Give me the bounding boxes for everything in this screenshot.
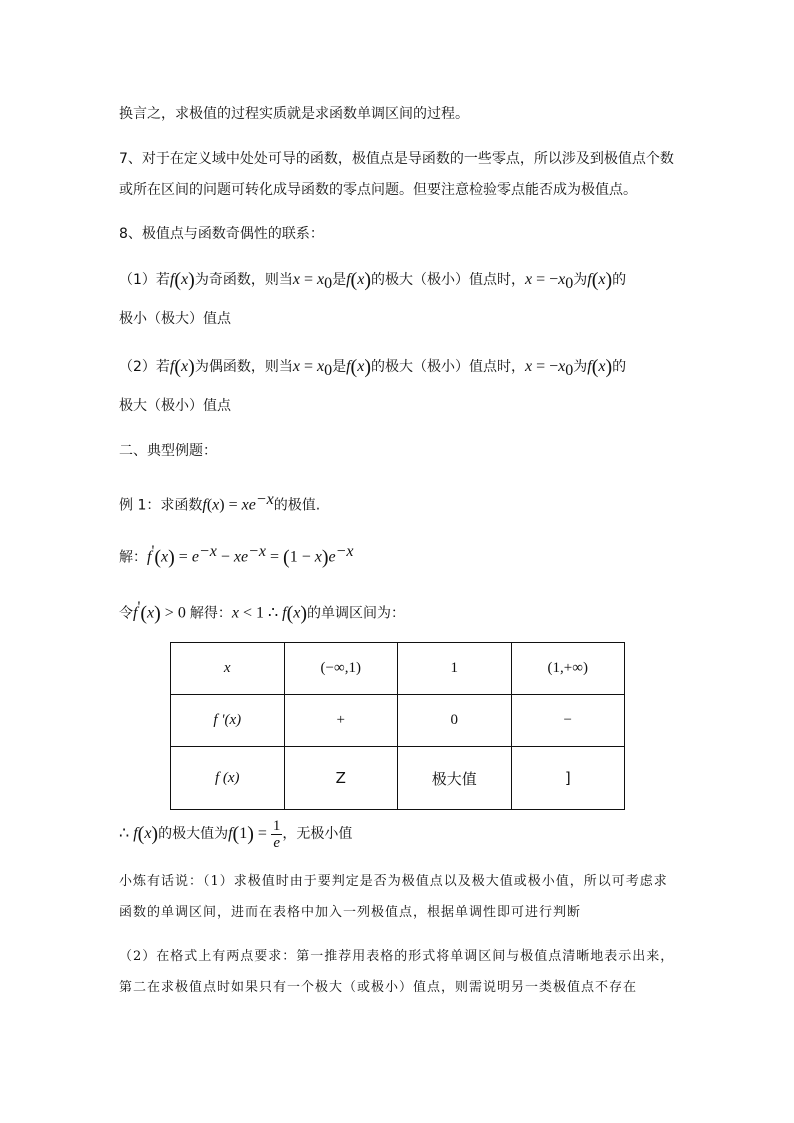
case-2-mid3: 的极大（极小）值点时，: [370, 359, 525, 375]
case-2-line-2: 极大（极小）值点: [119, 398, 231, 414]
note-2-line-2: 第二在求极值点时如果只有一个极大（或极小）值点，则需说明另一类极值点不存在: [119, 980, 638, 995]
case-1-mid4: 为: [573, 272, 588, 288]
conclusion-line: ∴ f(x)的极大值为f(1) = $\frac{1}{e}$ ，无极小值: [119, 817, 353, 851]
paragraph-1: 换言之，求极值的过程实质就是求函数单调区间的过程。: [119, 106, 469, 122]
table-cell: x: [171, 643, 285, 695]
example-1-pre: 例 1：求函数: [119, 497, 203, 514]
table-row: [171, 643, 625, 695]
solution-pre: 解：: [119, 549, 147, 566]
table-cell: +: [284, 695, 398, 747]
conclusion-post: ，无极小值: [282, 826, 353, 842]
case-2-post: 的: [612, 359, 627, 375]
table-cell: 1: [398, 643, 512, 695]
table-cell: (−∞,1): [284, 643, 398, 695]
example-1-post: 的极值.: [273, 497, 321, 514]
monotonic-line: 令f'(x) > 0 解得：x < 1 ∴ f(x)的单调区间为：: [119, 599, 406, 625]
case-2-pre: （2）若: [119, 359, 170, 375]
ling-pre: 令: [119, 605, 133, 622]
section-2-heading: 二、典型例题：: [119, 443, 217, 459]
case-1-line-1: （1）若f(x)为奇函数，则当$x = x_0$是f(x)的极大（极小）值点时，$x = -x_0$为f(x)的: [119, 269, 627, 292]
paragraph-7-line-1: 7、对于在定义域中处处可导的函数，极值点是导函数的一些零点，所以涉及到极值点个数: [119, 151, 674, 167]
table-cell: Z: [284, 747, 398, 810]
case-1-mid3: 的极大（极小）值点时，: [370, 272, 525, 288]
solution-line: 解：$f'(x) = e^{-x} - xe^{-x} = (1 - x)e^{-x}$: [119, 543, 354, 569]
fraction-one-over-e: $\frac{1}{e}$: [272, 817, 281, 851]
monotonicity-table: [170, 642, 625, 810]
case-1-mid2: 是: [332, 272, 347, 288]
case-1-pre: （1）若: [119, 272, 170, 288]
ling-mid: 解得：: [189, 605, 232, 622]
table-cell: f '(x): [171, 695, 285, 747]
table-row: [171, 747, 625, 810]
ling-mid2: 的单调区间为：: [307, 605, 406, 622]
case-2-mid1: 为偶函数，则当: [194, 359, 293, 375]
table-cell: −: [511, 695, 625, 747]
table-cell: (1,+∞): [511, 643, 625, 695]
case-2-mid2: 是: [332, 359, 347, 375]
case-2-line-1: （2）若f(x)为偶函数，则当$x = x_0$是f(x)的极大（极小）值点时，$x = -x_0$为f(x)的: [119, 356, 627, 379]
case-1-post: 的: [612, 272, 627, 288]
table-cell: f (x): [171, 747, 285, 810]
note-1-line-1: 小炼有话说：（1）求极值时由于要判定是否为极值点以及极大值或极小值，所以可考虑求: [119, 874, 668, 889]
paragraph-7-line-2: 或所在区间的问题可转化成导函数的零点问题。但要注意检验零点能否成为极值点。: [119, 182, 637, 198]
case-1-mid1: 为奇函数，则当: [194, 272, 293, 288]
note-1-line-2: 函数的单调区间，进而在表格中加入一列极值点，根据单调性即可进行判断: [119, 905, 582, 920]
note-2-line-1: （2）在格式上有两点要求：第一推荐用表格的形式将单调区间与极值点清晰地表示出来，: [119, 949, 675, 964]
table-cell: 0: [398, 695, 512, 747]
table-cell: ]: [511, 747, 625, 810]
case-2-mid4: 为: [573, 359, 588, 375]
conclusion-mid: 的极大值为: [158, 826, 229, 842]
table-cell: 极大值: [398, 747, 512, 810]
case-1-line-2: 极小（极大）值点: [119, 311, 231, 327]
paragraph-8: 8、极值点与函数奇偶性的联系：: [119, 226, 324, 242]
table-row: [171, 695, 625, 747]
example-1: 例 1：求函数$f(x) = xe^{-x}$的极值.: [119, 491, 321, 514]
